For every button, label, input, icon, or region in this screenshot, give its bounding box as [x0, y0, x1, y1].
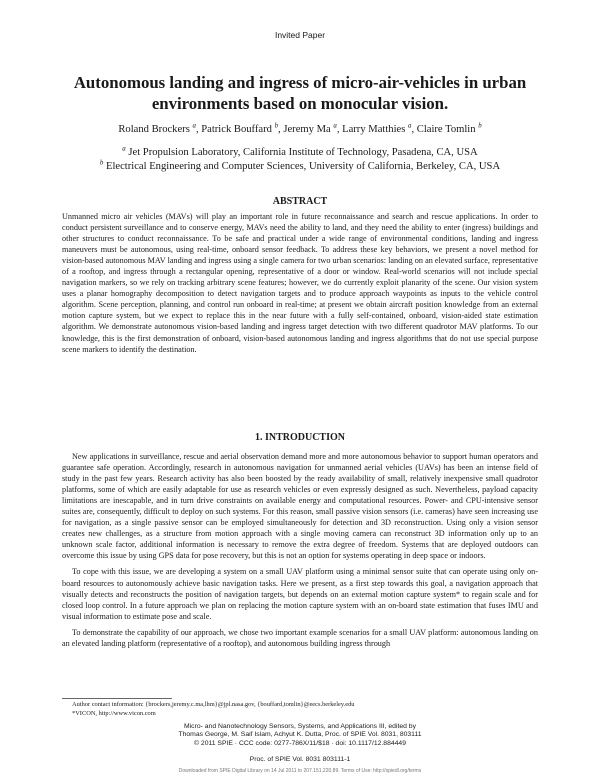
footnotes	[62, 700, 354, 718]
footnote: *VICON, http://www.vicon.com	[72, 710, 156, 717]
author: Jeremy Ma $^a$	[283, 122, 337, 135]
author: Roland Brockers $^a$	[118, 122, 196, 135]
citation-line: © 2011 SPIE · CCC code: 0277-786X/11/$18 · doi: 10.1117/12.884449	[194, 739, 406, 747]
citation-line: Micro- and Nanotechnology Sensors, Systems, and Applications III, edited by	[184, 723, 416, 730]
title-line-2: environments based on monocular vision.	[151, 94, 449, 113]
author: Larry Matthies $^a$	[342, 122, 412, 135]
paragraph: To cope with this issue, we are developing a system on a small UAV platform using a minimal sensor suite that can operate using only on-board resources to autonomously achieve basic navigation tasks. Here we present, as a first step towards this goal, a navigation approach that visually detects and reconstructs the position of navigation targets, but depends on an external motion capture system* to regain scale and for closed loop control. In a future approach we plan on replacing the motion capture system with an on-board state estimation that fuses IMU and visual information to estimate pose and scale.	[62, 567, 538, 621]
author-list: Roland Brockers $^a$, Patrick Bouffard $^b$, Jeremy Ma $^a$, Larry Matthies $^a$, Claire Tomlin $^b$	[118, 122, 482, 135]
introduction-body	[62, 451, 538, 654]
affiliation: $^a$ Jet Propulsion Laboratory, California Institute of Technology, Pasadena, CA, USA	[122, 145, 478, 158]
title-line-1: Autonomous landing and ingress of micro-air-vehicles in urban	[73, 73, 527, 92]
affiliations	[40, 146, 560, 174]
paragraph: New applications in surveillance, rescue and aerial observation demand more and more autonomous behavior to support human operators and guarantee safe operation. Accordingly, research in autonomous navigation for unmanned aerial vehicles (UAVs) has been an intense field of study in the past few years. Research activity has also been boosted by the ready availability of small, relatively inexpensive small quadrotor platforms, some of which are easily adaptable for use as research vehicles or even expressly designed as such. Nevertheless, payload capacity limitations are inescapable, and in turn drive constraints on available energy and computational resources. Power- and CPU-intensive sensor suites are, consequently, difficult to deploy on such systems. For this reason, small passive vision sensors (i.e. cameras) have seen increasing use for navigation, as a single passive sensor can be employed simultaneously for detection and 3D reconstruction. Using only a vision sensor creates new challenges, as a structure from motion approach with a single moving camera can reconstruct 3D information only up to an unknown scale factor, additional information is necessary to remove the extra degree of freedom. Systems that are deployed outdoors can overcome this issue by using GPS data for pose recovery, but this is not an option for systems operating in deep space or indoors.	[62, 452, 538, 561]
footnote: Author contact information: {brockers,jeremy.c.ma,lhm}@jpl.nasa.gov, {bouffard,tomlin}@eecs.berkeley.edu	[72, 701, 355, 708]
author: Patrick Bouffard $^b$	[201, 122, 279, 135]
author: Claire Tomlin $^b$	[416, 122, 482, 135]
affiliation: $^b$ Electrical Engineering and Computer Sciences, University of California, Berkeley, CA, USA	[99, 159, 501, 172]
paper-title	[40, 72, 560, 114]
citation-block	[0, 723, 600, 748]
download-notice: Downloaded from SPIE Digital Library on 14 Jul 2011 to 207.151.220.89. Terms of Use: http://spiedl.org/terms	[178, 768, 422, 774]
abstract-heading: ABSTRACT	[272, 196, 328, 207]
paragraph: To demonstrate the capability of our approach, we chose two important example scenarios for a small UAV platform: autonomous landing on an elevated landing platform (representative of a rooftop), and autonomous building ingress through	[62, 627, 538, 648]
introduction-heading: 1. INTRODUCTION	[254, 432, 345, 443]
abstract-text: Unmanned micro air vehicles (MAVs) will play an important role in future reconnaissance and search and rescue applications. In order to conduct persistent surveillance and to conserve energy, MAVs need the ability to land, and they need the ability to enter (ingress) buildings and other structures to conduct reconnaissance. To be safe and practical under a wide range of environmental conditions, landing and ingress maneuvers must be autonomous, using real-time, onboard sensor feedback. To address these key behaviors, we present a novel method for vision-based autonomous MAV landing and ingress using a single camera for two urban scenarios: landing on an elevated surface, representative of a rooftop, and ingress through a rectangular opening, representative of a door or window. Real-world scenarios will not include special navigation markers, so we rely on tracking arbitrary scene features; however, we do currently exploit planarity of the scene. Our vision system uses a planar homography decomposition to detect navigation targets and to produce approach waypoints as inputs to the vehicle control algorithm. Scene perception, planning, and control run onboard in real-time; at present we obtain aircraft position knowledge from an external motion capture system, but we expect to replace this in the near future with a fully self-contained, onboard, vision-aided state estimation algorithm. We demonstrate autonomous vision-based landing and ingress target detection with two different quadrotor MAV platforms. To our knowledge, this is the first demonstration of onboard, vision-based autonomous landing and ingress algorithms that do not use special purpose scene markers to identify the destination.	[62, 212, 538, 354]
citation-line: Thomas George, M. Saif Islam, Achyut K. Dutta, Proc. of SPIE Vol. 8031, 803111	[178, 731, 422, 739]
footnote-divider	[62, 698, 172, 699]
invited-paper-label: Invited Paper	[274, 30, 326, 40]
page-reference: Proc. of SPIE Vol. 8031 803111-1	[249, 756, 351, 763]
